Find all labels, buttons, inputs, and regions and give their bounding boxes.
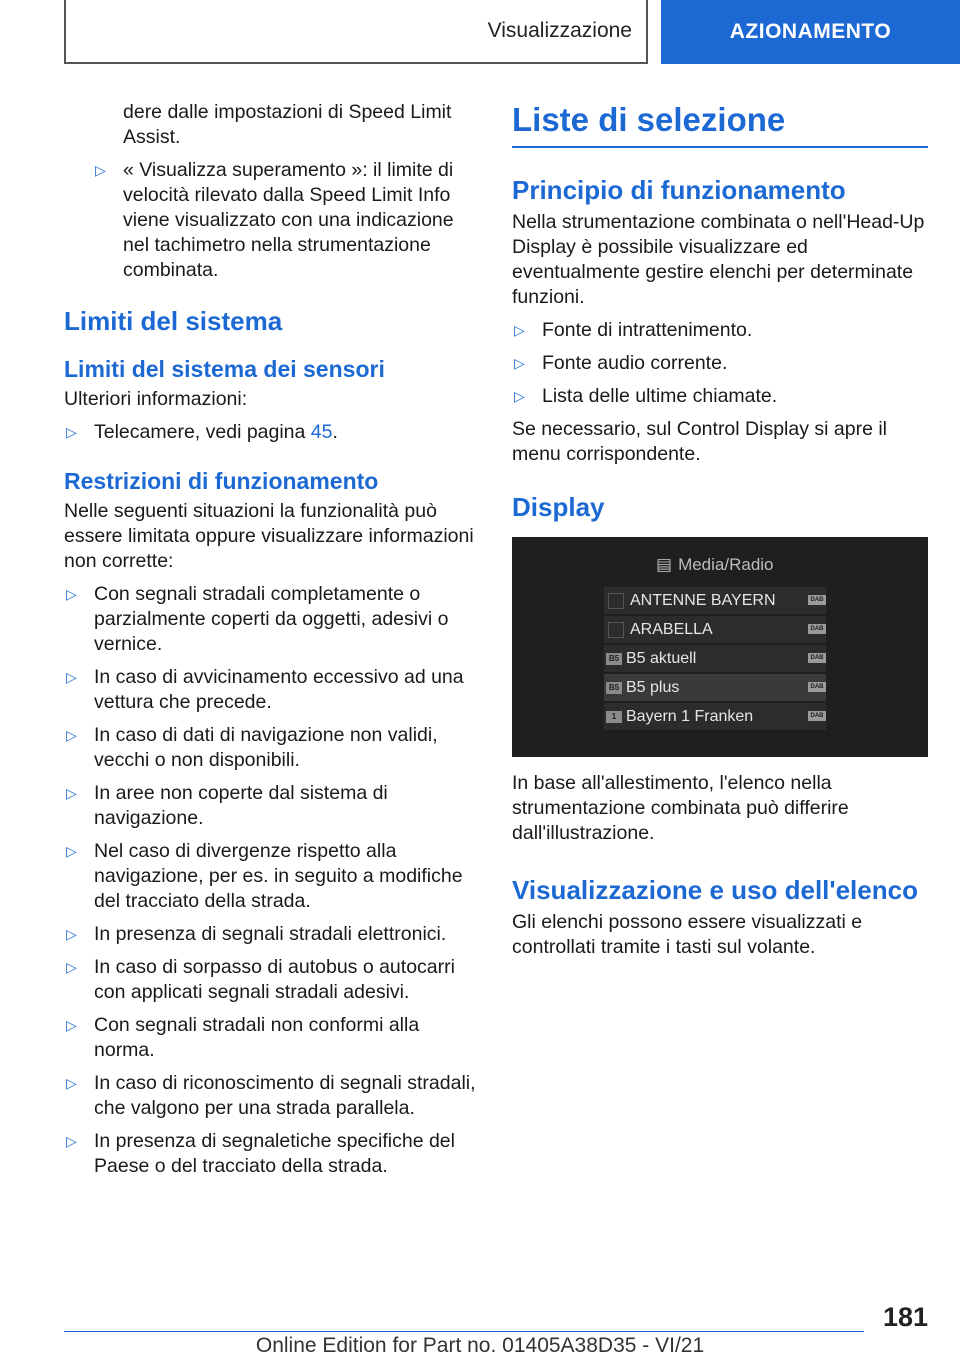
dab-tag: DAB <box>808 595 826 605</box>
screen-title: ▤ Media/Radio <box>656 555 774 574</box>
station-logo: 1 <box>606 711 622 723</box>
list-item: ▷ In aree non coperte dal sistema di navigazione. <box>66 782 388 829</box>
right-column <box>512 100 928 968</box>
triangle-bullet-icon: ▷ <box>66 1017 77 1033</box>
triangle-bullet-icon: ▷ <box>514 355 525 371</box>
station-row: ARABELLA DAB <box>604 616 826 643</box>
left-column <box>64 100 480 1187</box>
footer-edition: Online Edition for Part no. 01405A38D35 - VI/21 <box>255 1334 705 1357</box>
display-illustration <box>512 537 928 757</box>
list-item: ▷ « Visualizza superamento »: il limite di velocità rilevato dalla Speed Limit Info viene visualizzato con una indicazione nel tachimetro nella strumentazione combinata. <box>95 159 454 281</box>
list-item: ▷ Fonte di intrattenimento. <box>514 319 753 341</box>
page-number: 181 <box>882 1302 928 1332</box>
heading-system-limits: Limiti del sistema <box>64 306 283 336</box>
dab-tag: DAB <box>808 682 826 692</box>
station-row: ANTENNE BAYERN DAB <box>604 587 826 614</box>
triangle-bullet-icon: ▷ <box>66 424 77 440</box>
dab-tag: DAB <box>808 653 826 663</box>
list-item: ▷ In caso di dati di navigazione non validi, vecchi o non disponibili. <box>66 724 438 771</box>
paragraph-list-usage: Gli elenchi possono essere visualizzati e controllati tramite i tasti sul volante. <box>512 911 863 958</box>
station-row-selected: B5 B5 plus DAB <box>604 674 826 701</box>
list-item: ▷ In presenza di segnaletiche specifiche del Paese o del tracciato della strada. <box>66 1130 455 1177</box>
header-chapter <box>661 0 960 64</box>
header-chapter-title: AZIONAMENTO <box>729 20 892 43</box>
triangle-bullet-icon: ▷ <box>66 1133 77 1149</box>
list-item: ▷ Con segnali stradali completamente o parzialmente coperti da oggetti, adesivi o vernice. <box>66 583 449 655</box>
triangle-bullet-icon: ▷ <box>66 926 77 942</box>
triangle-bullet-icon: ▷ <box>95 162 106 178</box>
list-item: ▷ Lista delle ultime chiamate. <box>514 385 778 407</box>
continued-list <box>64 158 480 283</box>
triangle-bullet-icon: ▷ <box>514 322 525 338</box>
list-item: ▷ In caso di riconoscimento di segnali stradali, che valgono per una strada parallela. <box>66 1072 476 1119</box>
page-link[interactable]: 45 <box>310 421 333 443</box>
triangle-bullet-icon: ▷ <box>66 727 77 743</box>
paragraph-control-display: Se necessario, sul Control Display si apre il menu corrispondente. <box>512 418 887 465</box>
triangle-bullet-icon: ▷ <box>66 959 77 975</box>
dab-tag: DAB <box>808 711 826 721</box>
header-section <box>64 0 648 64</box>
station-row: 1 Bayern 1 Franken DAB <box>604 703 826 730</box>
triangle-bullet-icon: ▷ <box>66 843 77 859</box>
list-item: ▷ Nel caso di divergenze rispetto alla navigazione, per es. in seguito a modifiche del tracciato della strada. <box>66 840 463 912</box>
triangle-bullet-icon: ▷ <box>66 785 77 801</box>
media-radio-icon: ▤ <box>656 555 673 574</box>
triangle-bullet-icon: ▷ <box>66 669 77 685</box>
heading-display: Display <box>512 492 605 522</box>
list-item: ▷ In caso di sorpasso di autobus o autocarri con applicati segnali stradali adesivi. <box>66 956 455 1003</box>
paragraph-restrictions: Nelle seguenti situazioni la funzionalità può essere limitata oppure visualizzare informazioni non corrette: <box>64 500 474 572</box>
list-item: ▷ In caso di avvicinamento eccessivo ad una vettura che precede. <box>66 666 464 713</box>
function-list <box>512 318 928 409</box>
list-item: ▷ Fonte audio corrente. <box>514 352 728 374</box>
station-logo: B5 <box>606 682 622 694</box>
continued-text: dere dalle impostazioni di Speed Limit Assist. <box>123 101 452 148</box>
dab-tag: DAB <box>808 624 826 634</box>
triangle-bullet-icon: ▷ <box>514 388 525 404</box>
triangle-bullet-icon: ▷ <box>66 586 77 602</box>
station-logo-placeholder <box>608 593 624 609</box>
camera-list <box>64 420 480 445</box>
list-item: ▷ Con segnali stradali non conformi alla norma. <box>66 1014 420 1061</box>
heading-restrictions: Restrizioni di funzionamento <box>64 468 379 494</box>
triangle-bullet-icon: ▷ <box>66 1075 77 1091</box>
heading-selection-lists: Liste di selezione <box>512 100 928 148</box>
station-row: B5 B5 aktuell DAB <box>604 645 826 672</box>
heading-sensor-limits: Limiti del sistema dei sensori <box>64 356 385 382</box>
paragraph-caption: In base all'allestimento, l'elenco nella strumentazione combinata può differire dall'illustrazione. <box>512 772 849 844</box>
paragraph-principle: Nella strumentazione combinata o nell'Head-Up Display è possibile visualizzare ed eventualmente gestire elenchi per determinate funzioni. <box>512 211 925 308</box>
screen-station-list <box>604 587 826 732</box>
heading-principle: Principio di funzionamento <box>512 175 846 205</box>
list-item: ▷ In presenza di segnali stradali elettronici. <box>66 923 447 945</box>
station-logo: B5 <box>606 653 622 665</box>
restrictions-list <box>64 582 480 1179</box>
station-logo-placeholder <box>608 622 624 638</box>
paragraph-more-info: Ulteriori informazioni: <box>64 388 248 410</box>
list-item: ▷ Telecamere, vedi pagina 45. <box>66 421 338 443</box>
header-section-title: Visualizzazione <box>487 19 632 42</box>
heading-list-usage: Visualizzazione e uso dell'elenco <box>512 875 918 905</box>
footer-divider <box>64 1331 864 1332</box>
